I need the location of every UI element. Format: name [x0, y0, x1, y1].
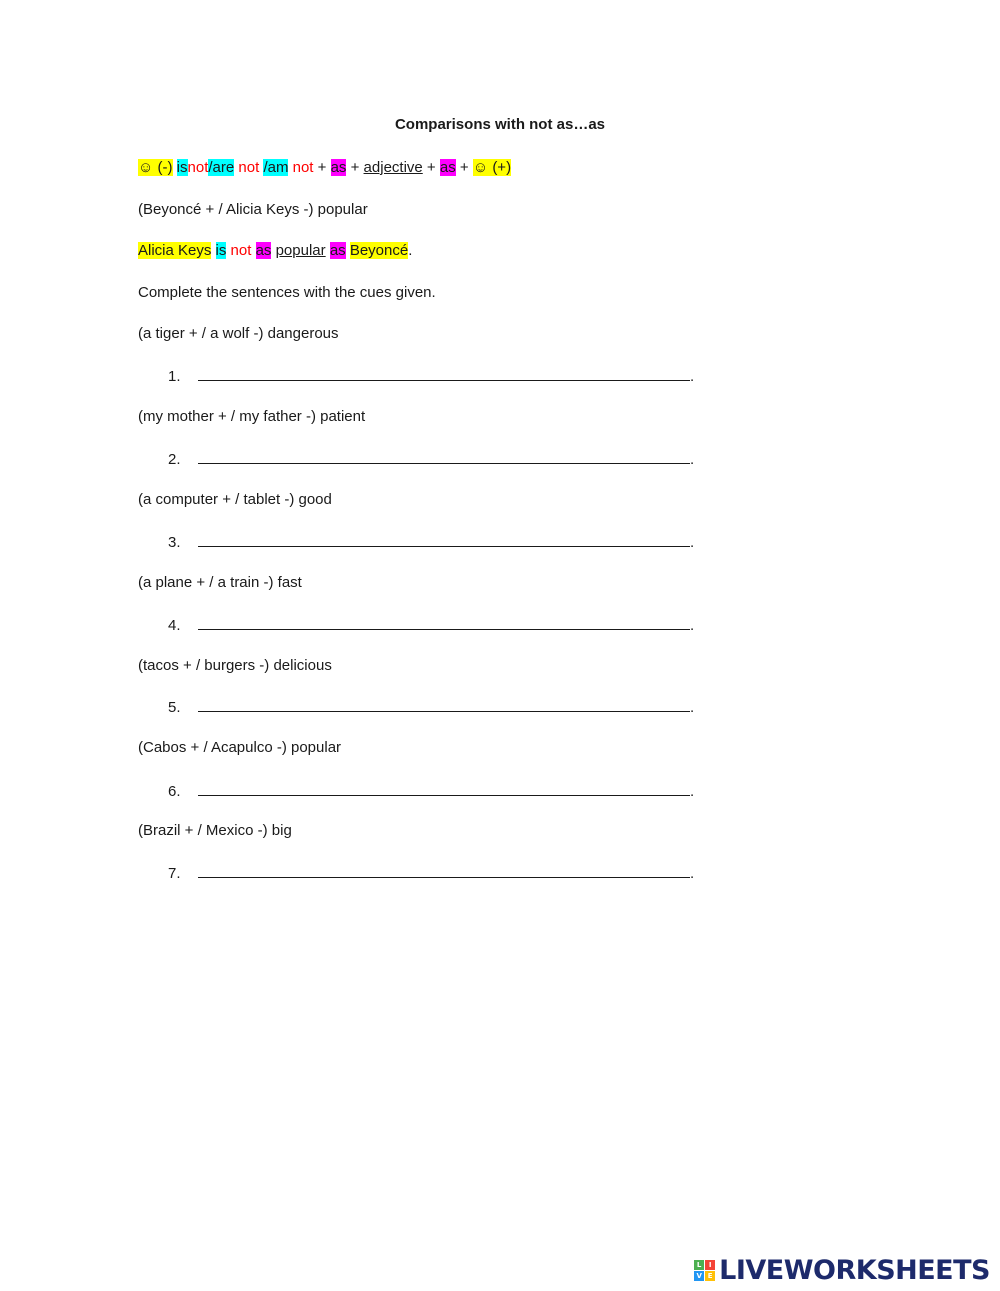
formula-not-1: not	[187, 159, 209, 176]
exercise-item-3	[168, 532, 694, 553]
answer-period: .	[690, 534, 695, 551]
exercise-number: 6.	[168, 783, 181, 800]
answer-period: .	[690, 617, 695, 634]
exercise-item-4	[168, 615, 694, 636]
exercise-number: 1.	[168, 368, 181, 385]
exercise-item-2	[168, 449, 694, 470]
answer-blank-3[interactable]	[198, 532, 690, 547]
answer-period: .	[690, 783, 695, 800]
formula-adjective: adjective	[363, 159, 423, 176]
answer-period: .	[690, 699, 695, 716]
answer-period: .	[690, 865, 695, 882]
formula-am: /am	[263, 159, 289, 176]
answer-blank-5[interactable]	[198, 697, 690, 712]
formula-plus-smile: (+)	[492, 159, 512, 176]
formula-is: is	[176, 159, 188, 176]
formula-not-2: not	[238, 159, 260, 176]
example-period: .	[408, 242, 413, 259]
example-is: is	[215, 242, 227, 259]
smile-icon-2: ☺	[472, 159, 489, 176]
exercise-cue-7: (Brazil + / Mexico -) big	[138, 822, 292, 839]
exercise-number: 2.	[168, 451, 181, 468]
exercise-cue-2: (my mother + / my father -) patient	[138, 408, 366, 425]
answer-blank-7[interactable]	[198, 863, 690, 878]
example-subject: Alicia Keys	[138, 242, 212, 259]
exercise-item-6	[168, 781, 694, 802]
example-as-1: as	[255, 242, 272, 259]
answer-blank-6[interactable]	[198, 781, 690, 796]
formula-line	[138, 158, 511, 178]
exercise-cue-6: (Cabos + / Acapulco -) popular	[138, 739, 342, 756]
exercise-item-1	[168, 366, 694, 387]
formula-not-3: not	[292, 159, 314, 176]
example-adjective: popular	[275, 242, 326, 259]
exercise-cue-4: (a plane + / a train -) fast	[138, 574, 302, 591]
exercise-number: 5.	[168, 699, 181, 716]
instructions: Complete the sentences with the cues given.	[138, 284, 436, 301]
formula-plus-3: +	[426, 159, 436, 176]
formula-plus-2: +	[350, 159, 360, 176]
worksheet-title: Comparisons with not as…as	[394, 116, 606, 133]
exercise-number: 3.	[168, 534, 181, 551]
example-as-2: as	[329, 242, 346, 259]
logo-text: LIVEWORKSHEETS	[719, 1254, 990, 1286]
example-sentence	[138, 241, 412, 261]
example-not: not	[230, 242, 252, 259]
exercise-item-5	[168, 697, 694, 718]
formula-plus-4: +	[459, 159, 469, 176]
answer-period: .	[690, 368, 695, 385]
formula-as-2: as	[439, 159, 456, 176]
example-object: Beyoncé	[349, 242, 409, 259]
answer-blank-2[interactable]	[198, 449, 690, 464]
formula-minus: (-)	[157, 159, 173, 176]
example-cue: (Beyoncé + / Alicia Keys -) popular	[138, 201, 368, 218]
formula-as-1: as	[330, 159, 347, 176]
exercise-cue-1: (a tiger + / a wolf -) dangerous	[138, 325, 339, 342]
exercise-cue-5: (tacos + / burgers -) delicious	[138, 657, 332, 674]
formula-are: /are	[208, 159, 235, 176]
logo-mark-icon: L I V E	[694, 1260, 715, 1281]
answer-period: .	[690, 451, 695, 468]
exercise-number: 4.	[168, 617, 181, 634]
answer-blank-4[interactable]	[198, 615, 690, 630]
exercise-item-7	[168, 863, 694, 884]
exercise-number: 7.	[168, 865, 181, 882]
exercise-cue-3: (a computer + / tablet -) good	[138, 491, 332, 508]
liveworksheets-logo	[694, 1254, 990, 1286]
formula-plus-1: +	[317, 159, 327, 176]
smile-icon: ☺	[138, 159, 154, 176]
answer-blank-1[interactable]	[198, 366, 690, 381]
